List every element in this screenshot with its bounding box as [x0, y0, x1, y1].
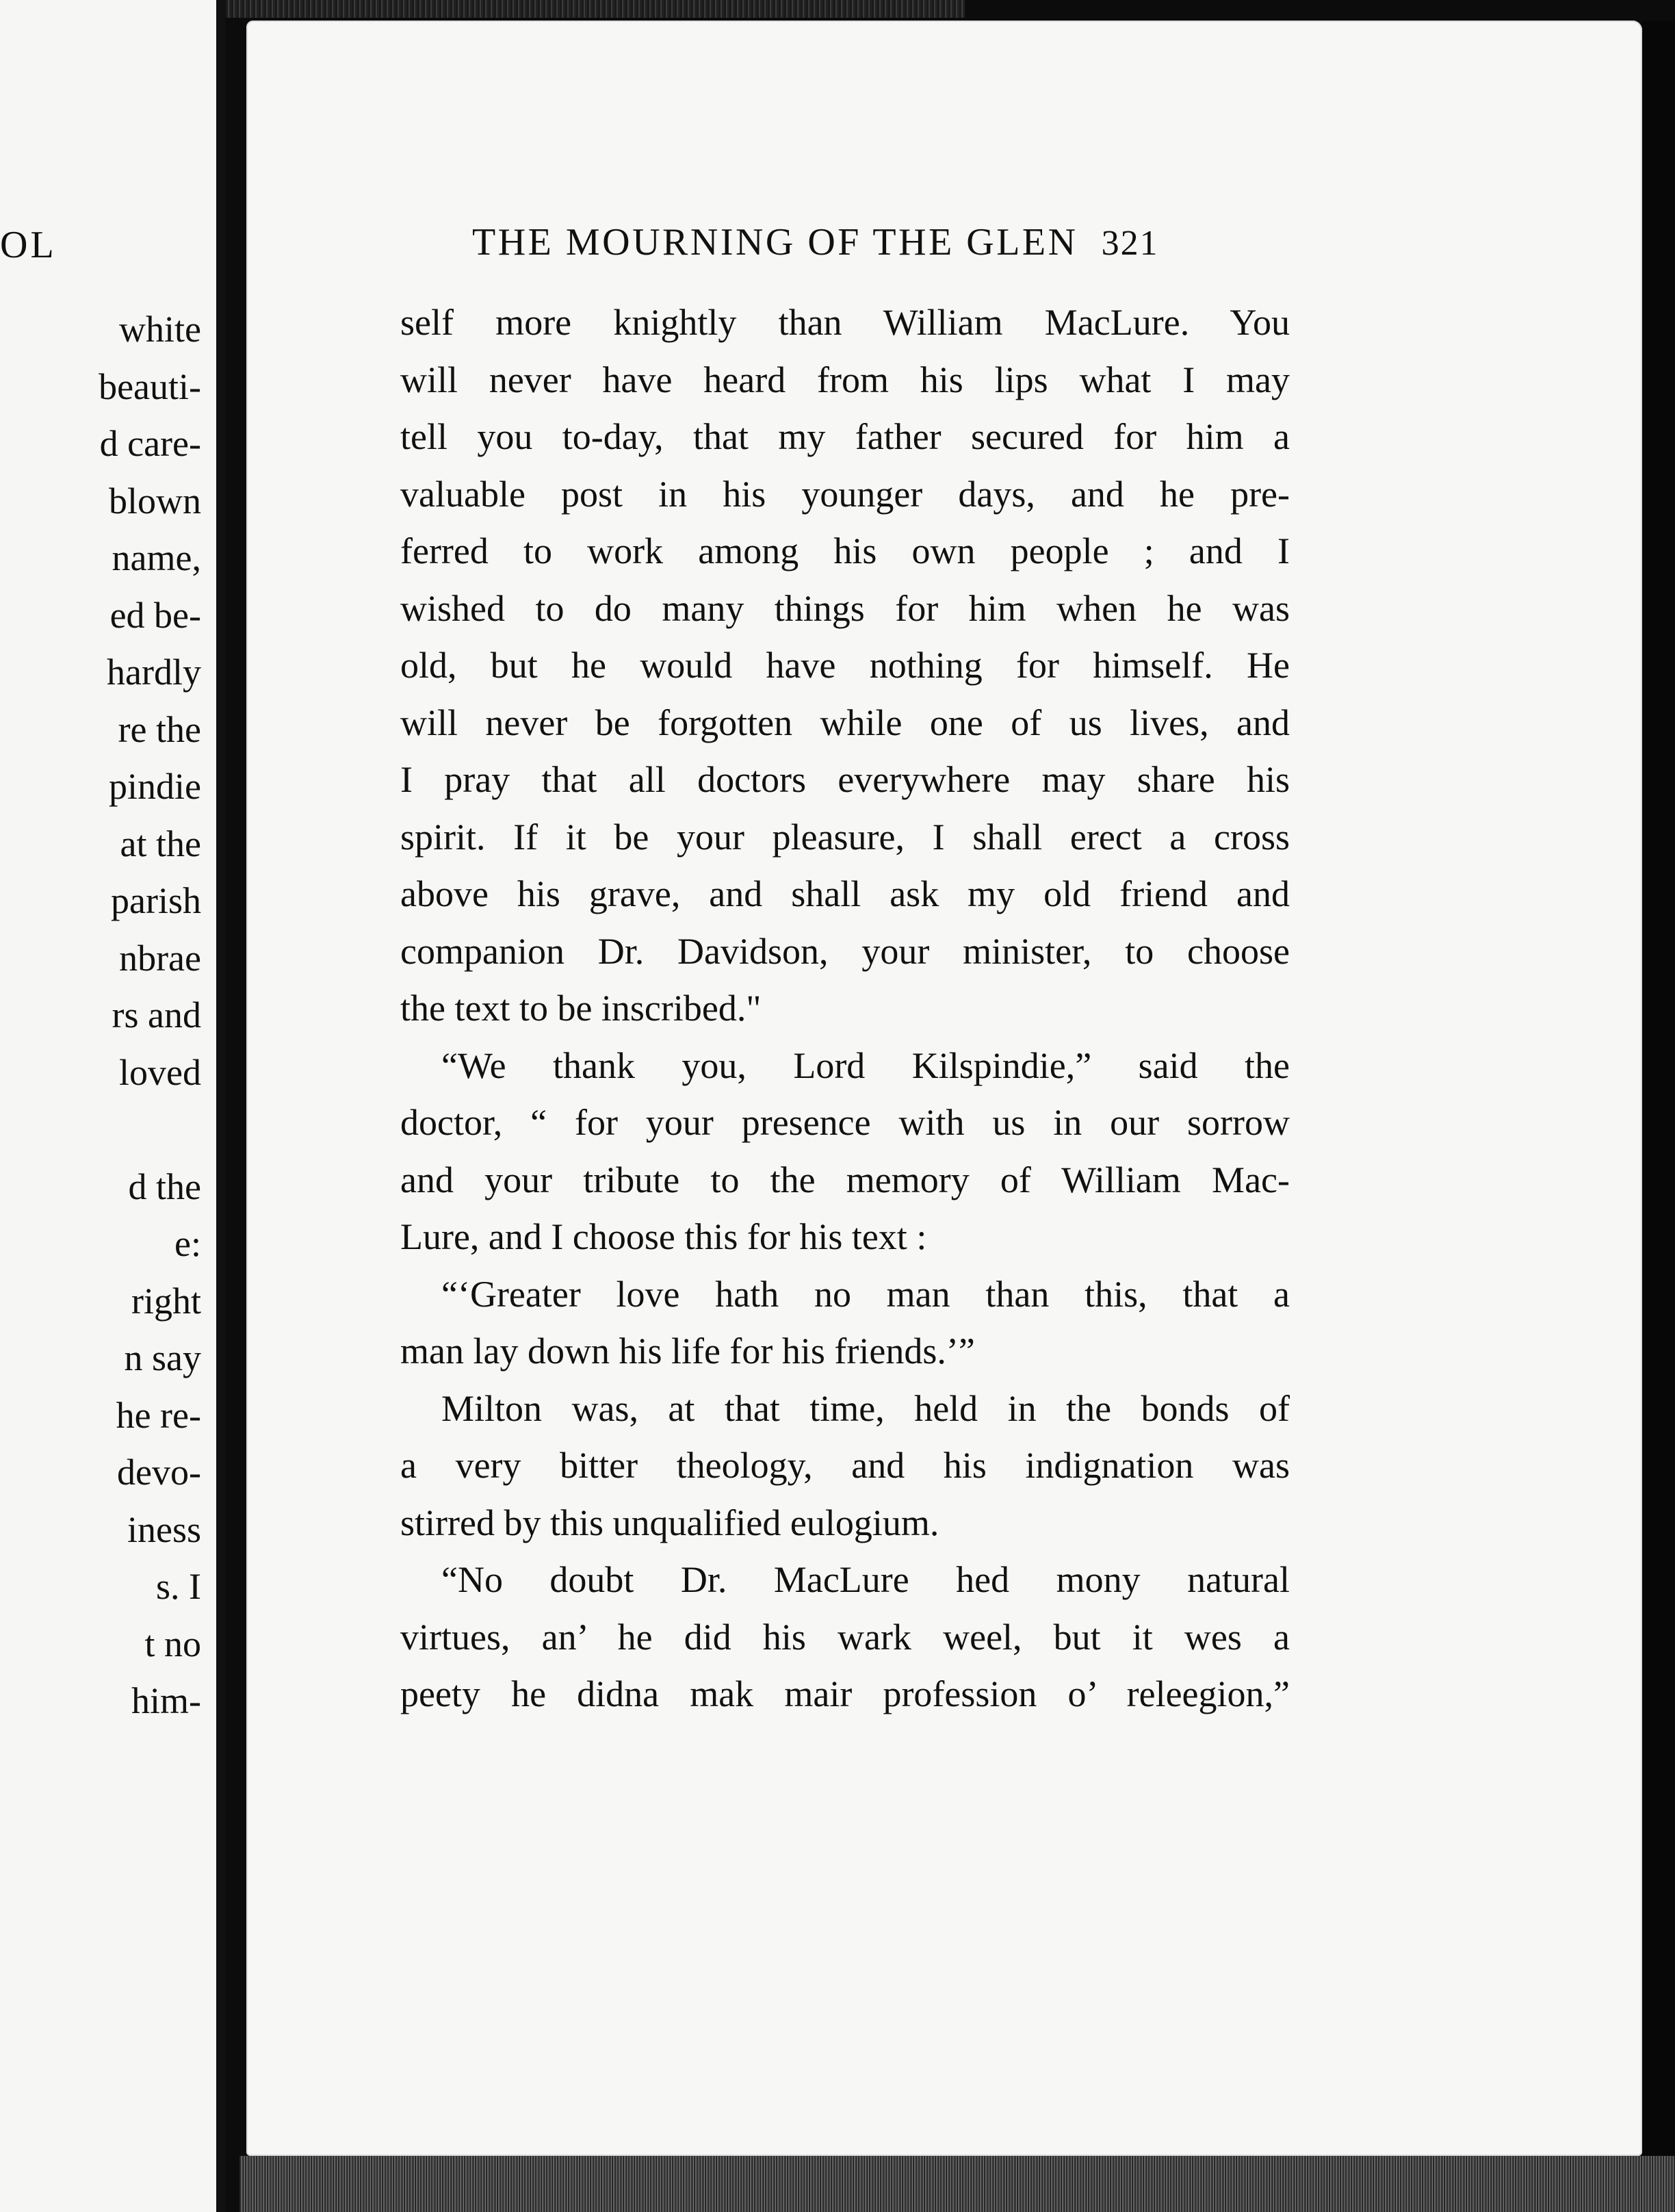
text-line: ferred to work among his own people ; and I — [400, 530, 1290, 571]
previous-page-running-head: OL — [0, 224, 57, 266]
page-body-text — [400, 294, 1290, 1723]
text-line: will never have heard from his lips what I may — [400, 359, 1290, 400]
previous-page-line: him- — [131, 1680, 201, 1721]
previous-page-line: hardly — [107, 652, 201, 693]
previous-page-line: loved — [119, 1051, 201, 1093]
text-line: “‘Greater love hath no man than this, that a — [441, 1273, 1290, 1315]
previous-page-line: at the — [120, 823, 201, 864]
text-line: Lure, and I choose this for his text : — [400, 1216, 927, 1257]
previous-page-line: ed be- — [109, 594, 201, 636]
page-right-edge — [1642, 21, 1675, 2156]
previous-page-line: n say — [124, 1337, 201, 1378]
text-line: peety he didna mak mair profession o’ releegion,” — [400, 1673, 1290, 1714]
previous-page-line: iness — [127, 1508, 201, 1550]
previous-page-line: parish — [111, 880, 201, 921]
text-line: I pray that all doctors everywhere may share his — [400, 759, 1290, 800]
text-line: above his grave, and shall ask my old friend and — [400, 873, 1290, 914]
previous-page-line: pindie — [109, 766, 201, 807]
page-number: 321 — [1101, 224, 1159, 263]
previous-page-line: s. I — [156, 1566, 201, 1607]
previous-page-line: e: — [174, 1223, 201, 1264]
previous-page-line: nbrae — [119, 937, 201, 979]
text-line: valuable post in his younger days, and he pre- — [400, 473, 1290, 515]
previous-page-line: devo- — [117, 1452, 201, 1493]
text-line: tell you to-day, that my father secured for him a — [400, 416, 1290, 457]
text-line: man lay down his life for his friends.’” — [400, 1330, 975, 1372]
previous-page-line: beauti- — [99, 365, 201, 407]
previous-page-line: right — [131, 1280, 201, 1322]
text-line: a very bitter theology, and his indignation was — [400, 1445, 1290, 1486]
text-line: old, but he would have nothing for himself. He — [400, 645, 1290, 686]
text-line: virtues, an’ he did his wark weel, but it wes a — [400, 1616, 1290, 1658]
previous-page-line: d care- — [99, 423, 201, 464]
book-cloth-edge — [239, 2156, 1675, 2212]
text-line: Milton was, at that time, held in the bonds of — [441, 1387, 1290, 1429]
previous-page — [0, 0, 226, 2212]
text-line: companion Dr. Davidson, your minister, to choose — [400, 930, 1290, 972]
previous-page-text — [99, 301, 201, 1730]
previous-page-line: rs and — [112, 994, 201, 1036]
previous-page-line — [99, 1101, 201, 1159]
previous-page-line: t no — [144, 1623, 201, 1664]
text-line: wished to do many things for him when he was — [400, 587, 1290, 629]
previous-page-line: he re- — [116, 1394, 201, 1436]
text-line: doctor, “ for your presence with us in our sorrow — [400, 1102, 1290, 1143]
text-line: stirred by this unqualified eulogium. — [400, 1502, 939, 1543]
previous-page-line: blown — [109, 480, 201, 522]
text-line: and your tribute to the memory of William Mac- — [400, 1159, 1290, 1200]
previous-page-line: white — [119, 309, 201, 350]
text-line: self more knightly than William MacLure. You — [400, 302, 1290, 343]
text-line: “We thank you, Lord Kilspindie,” said the — [441, 1044, 1290, 1086]
previous-page-line: d the — [128, 1166, 201, 1207]
previous-page-line: re the — [118, 708, 201, 750]
previous-page-line: name, — [112, 537, 201, 578]
chapter-title: THE MOURNING OF THE GLEN — [472, 221, 1078, 263]
running-head — [472, 220, 1159, 264]
text-line: “No doubt Dr. MacLure hed mony natural — [441, 1559, 1290, 1600]
text-line: spirit. If it be your pleasure, I shall erect a cross — [400, 816, 1290, 858]
text-line: the text to be inscribed." — [400, 988, 762, 1029]
text-line: will never be forgotten while one of us lives, and — [400, 702, 1290, 743]
book-top-edge — [226, 0, 965, 18]
